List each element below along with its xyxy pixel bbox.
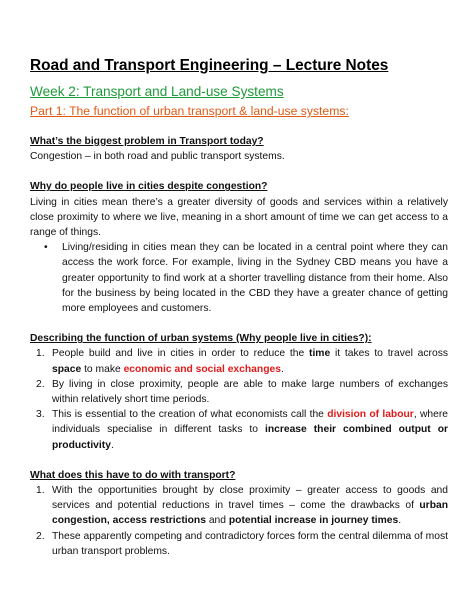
document-content bbox=[30, 56, 448, 559]
item-text: . bbox=[398, 515, 402, 527]
item-text: By living in close proximity, people are able to make large numbers of exchanges within relatively short time periods. bbox=[52, 378, 448, 406]
item-text: These apparently competing and contradictory forces form the central dilemma of most urban transport problems. bbox=[52, 530, 448, 557]
item-text: it takes to travel across bbox=[330, 348, 448, 360]
bullet-marker: • bbox=[44, 242, 48, 254]
item-emphasis-red: division of labour bbox=[327, 409, 414, 421]
item-bold: potential increase in journey times bbox=[228, 515, 399, 527]
section3-list bbox=[30, 346, 448, 452]
section2-bullet-list bbox=[30, 240, 448, 316]
list-number: 3. bbox=[36, 409, 45, 421]
item-bold: urban congestion, access restrictions bbox=[52, 500, 448, 527]
item-bold: time bbox=[309, 348, 331, 360]
item-bold: space bbox=[52, 363, 82, 375]
item-text: and bbox=[205, 515, 229, 527]
section2-heading: Why do people live in cities despite congestion? bbox=[30, 181, 268, 193]
section4-heading: What does this have to do with transport? bbox=[30, 469, 236, 481]
item-text: People build and live in cities in order to reduce the bbox=[52, 348, 310, 360]
section3-heading: Describing the function of urban systems (Why people live in cities?): bbox=[30, 333, 372, 345]
section2-text: Living in cities mean there’s a greater diversity of goods and services within a relatively close proximity to where we live, meaning in a short amount of time we can get access to a range of things. bbox=[30, 196, 448, 239]
list-number: 2. bbox=[36, 378, 45, 390]
list-number: 2. bbox=[36, 530, 45, 542]
section1-text: Congestion – in both road and public transport systems. bbox=[30, 151, 285, 163]
document-title: Road and Transport Engineering – Lecture Notes bbox=[30, 57, 389, 74]
bullet-text: Living/residing in cities mean they can be located in a central point where they can access the work force. For example, living in the Sydney CBD means you have a greater opportunity to find work at a shorter travelling distance from their home. Also for the business by being located in the CBD they have a greater chance of getting more employees and customers. bbox=[62, 242, 448, 315]
item-text: , where individuals specialise in different tasks to bbox=[52, 409, 448, 436]
week-title: Week 2: Transport and Land-use Systems bbox=[30, 84, 284, 99]
item-text: to make bbox=[81, 363, 124, 375]
list-item bbox=[30, 240, 448, 316]
item-text: This is essential to the creation of what economists call the bbox=[52, 409, 328, 421]
list-item bbox=[30, 407, 448, 453]
section1-heading: What’s the biggest problem in Transport today? bbox=[30, 136, 264, 147]
list-item bbox=[30, 529, 448, 559]
item-text: With the opportunities brought by close proximity – greater access to goods and services and potential reductions in travel times – come the drawbacks of bbox=[52, 485, 448, 512]
section4-list bbox=[30, 483, 448, 559]
part-title: Part 1: The function of urban transport & land-use systems: bbox=[30, 104, 349, 118]
list-number: 1. bbox=[36, 348, 45, 360]
list-item bbox=[30, 346, 448, 376]
list-item bbox=[30, 377, 448, 407]
item-text: . bbox=[110, 439, 114, 451]
list-number: 1. bbox=[36, 485, 45, 497]
item-text: . bbox=[280, 363, 284, 375]
item-bold: increase their combined output or productivity bbox=[52, 424, 448, 451]
item-emphasis-red: economic and social exchanges bbox=[123, 363, 281, 375]
list-item bbox=[30, 483, 448, 529]
